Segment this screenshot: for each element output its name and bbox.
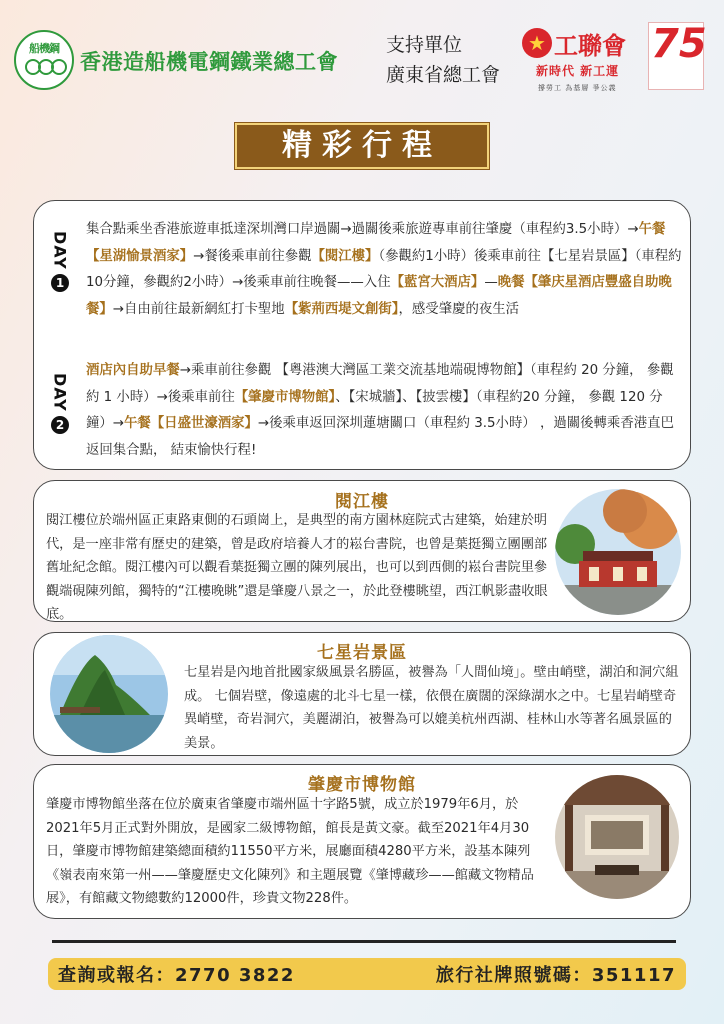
museum-title: 肇慶市博物館: [308, 775, 416, 795]
yuejiang-card: [33, 480, 691, 622]
qixing-title: 七星岩景區: [317, 643, 407, 663]
enquiry-phone: 查詢或報名：2770 3822: [58, 965, 295, 986]
day1-label: [48, 231, 72, 292]
day1-text: →自由前往最新網紅打卡聖地: [112, 301, 285, 317]
union-name: 香港造船機電鋼鐵業總工會: [80, 50, 338, 74]
day1-number: 1: [51, 274, 69, 292]
day1-highlight: 晚餐【肇庆星酒店豐盛自助晚餐】: [86, 275, 672, 317]
day2-highlight: 酒店內自助早餐: [86, 363, 180, 378]
day1-text: —: [484, 275, 498, 290]
day1-text: 集合點乘坐香港旅遊車抵達深圳灣口岸過關→過關後乘旅遊專車前往肇慶（車程約3.5小時）→: [86, 222, 639, 237]
day2-text: 、【宋城牆】、【披雲樓】（車程約20 分鐘， 參觀 120 分鐘）→: [86, 389, 663, 431]
support-block: [386, 30, 500, 90]
day2-highlight: 午餐【日盛世濠酒家】: [124, 416, 258, 431]
day1-label-text: DAY: [50, 231, 70, 270]
qixing-card: [33, 632, 691, 756]
support-org: 廣東省總工會: [386, 64, 501, 86]
footer-divider: [52, 940, 676, 943]
day2-highlight: 【肇慶市博物館】: [234, 389, 336, 405]
ftu-slogan: 新時代 新工運: [536, 64, 620, 78]
day2-label: [48, 373, 72, 434]
union-logo: [14, 30, 74, 90]
museum-photo: [555, 775, 679, 899]
ftu-name: 工聯會: [554, 32, 626, 60]
day1-text: ，感受肇慶的夜生活: [398, 301, 520, 317]
page-title: 精彩行程: [282, 128, 442, 163]
anniversary-logo: [648, 21, 707, 90]
support-label: 支持單位: [386, 34, 463, 56]
day1-highlight: 午餐【星湖愉景酒家】: [86, 222, 666, 264]
header: [14, 22, 714, 94]
day1-highlight: 【紫荊西堤文創街】: [284, 301, 399, 317]
day1-highlight: 【藍宮大酒店】: [390, 275, 485, 290]
ftu-logo: [522, 28, 626, 92]
qixing-text: 七星岩是內地首批國家級風景名勝區，被譽為「人間仙境」。壁由峭壁，湖泊和洞穴組成。 七個岩壁，像遠處的北斗七星一樣，依偎在廣闊的深綠湖水之中。七星岩峭壁奇異峭壁，奇岩洞穴，美麗湖泊，被譽為可以媲美杭州西湖、桂林山水等著名風景區的美景。: [184, 665, 679, 751]
day2-label-text: DAY: [50, 373, 70, 412]
page-title-banner: [235, 123, 489, 169]
day1-text: →餐後乘車前往參觀: [193, 248, 312, 264]
yuejiang-text: 閱江樓位於端州區正東路東側的石頭崗上，是典型的南方園林庭院式古建築，始建於明代，是一座非常有歷史的建築，曾是政府培養人才的崧台書院，也曾是葉挺獨立團團部舊址紀念館。閱江樓內可以觀看葉挺獨立團的陳列展出，也可以到西側的崧台書院里參觀端硯陳列館，獨特的“江樓晚眺”還是肇慶八景之一，於此登樓眺望，西江帆影盡收眼底。: [46, 513, 548, 622]
union-logo-text: 船機鋼: [29, 42, 59, 55]
union-rings-icon: [24, 56, 68, 78]
day2-description: [86, 358, 682, 464]
qixing-photo: [50, 635, 168, 753]
museum-text: 肇慶市博物館坐落在位於廣東省肇慶市端州區十字路5號，成立於1979年6月，於2021年5月正式對外開放，是國家二級博物館，館長是黃文豪。截至2021年4月30日，肇慶市博物館建築總面積約11550平方米，展廳面積4280平方米，設基本陳列《嶺表南來第一州——肇慶歷史文化陳列》和主題展覽《肇博藏珍——館藏文物精品展》，有館藏文物總數約12000件，珍貴文物228件。: [46, 797, 534, 906]
day1-description: [86, 217, 682, 323]
star-icon: ★: [522, 28, 552, 58]
museum-card: [33, 764, 691, 919]
itinerary-card: [33, 200, 691, 470]
travel-license: 旅行社牌照號碼：351117: [435, 965, 676, 986]
yuejiang-photo: [555, 489, 681, 615]
day1-highlight: 【閱江樓】: [311, 248, 379, 264]
day2-text: →後乘車返回深圳蓮塘關口（車程約 3.5小時） ，過關後轉乘香港直巴返回集合點， 結束愉快行程!: [86, 416, 674, 458]
day2-number: 2: [51, 416, 69, 434]
yuejiang-title: 閱江樓: [335, 492, 389, 512]
day2-text: →乘車前往參觀 【粵港澳大灣區工業交流基地端硯博物館】（車程約 20 分鐘， 參觀約 1 小時）→後乘車前往: [86, 363, 674, 405]
anniversary-number: 75: [651, 21, 707, 67]
footer-bar: [48, 958, 686, 990]
ftu-sub: 撐勞工 為基層 爭公義: [538, 84, 617, 92]
day1-text: （參觀約1小時）後乘車前往【七星岩景區】（車程約10分鐘，參觀約2小時）→後乘車前往晚餐——入住: [86, 248, 682, 290]
